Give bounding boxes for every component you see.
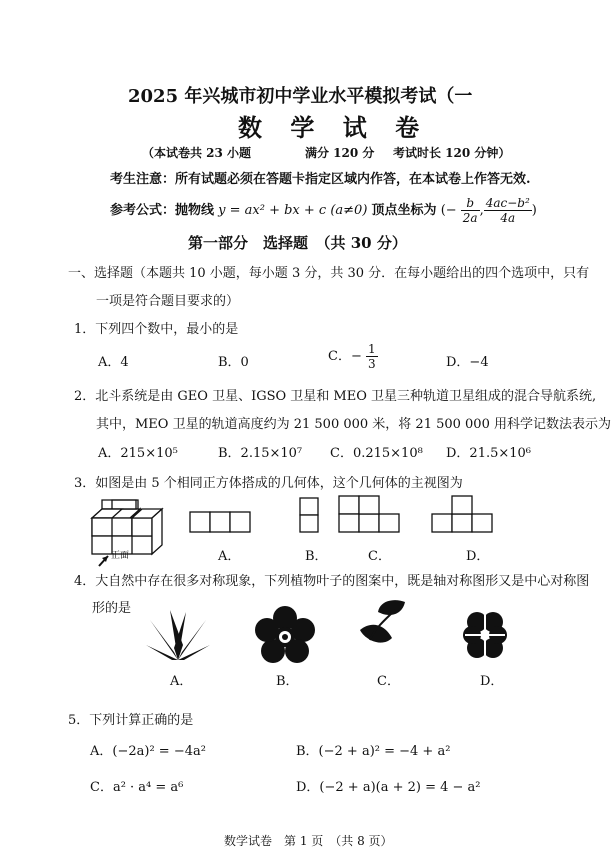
q1-c-denominator: 3 — [367, 357, 376, 371]
q4-option-d: D． — [480, 674, 504, 689]
exam-title: 2025 年兴城市初中学业水平模拟考试（一 — [128, 86, 473, 107]
frac-2-denominator: 4a — [500, 211, 516, 225]
q2-option-d: D．21.5×10⁶ — [446, 446, 532, 461]
q5-stem: 5．下列计算正确的是 — [68, 713, 194, 728]
q4-option-c: C． — [377, 674, 400, 689]
q1-stem: 1．下列四个数中，最小的是 — [74, 322, 239, 337]
q3-option-c: C． — [368, 549, 391, 564]
q3-option-a: A． — [218, 549, 241, 564]
q1-option-c-prefix: C．− — [328, 349, 362, 364]
q1-option-a: A．4 — [98, 355, 129, 370]
q2-stem-line1: 2．北斗系统是由 GEO 卫星、IGSO 卫星和 MEO 卫星三种轨道卫星组成的混合导航系统, — [74, 389, 597, 404]
formula-close: ) — [531, 203, 537, 218]
formula-equation: y = ax² + bx + c (a≠0) — [218, 203, 368, 218]
q1-option-d: D．−4 — [446, 355, 489, 370]
q2-option-a: A．215×10⁵ — [98, 446, 178, 461]
formula-label: 参考公式：抛物线 — [110, 203, 215, 218]
q4-option-a-leaf-image — [146, 610, 210, 660]
q4-stem-line1: 4．大自然中存在很多对称现象，下列植物叶子的图案中，既是轴对称图形又是中心对称图 — [74, 574, 590, 589]
q5-option-c: C．a² · a⁴ = a⁶ — [90, 780, 184, 795]
page-footer: 数学试卷 第 1 页 （共 8 页） — [224, 834, 393, 848]
q3-option-b: B． — [305, 549, 328, 564]
q2-stem-line2: 其中，MEO 卫星的轨道高度约为 21 500 000 米，将 21 500 000 用科学记数法表示为 — [96, 417, 611, 432]
q2-option-b: B．2.15×10⁷ — [218, 446, 303, 461]
part1-instructions-line1: 一、选择题（本题共 10 小题，每小题 3 分，共 30 分．在每小题给出的四个选项中，只有 — [68, 266, 590, 281]
q4-option-b: B． — [276, 674, 299, 689]
formula-vertex-label: 顶点坐标为 — [371, 203, 437, 218]
q5-option-b: B．(−2 + a)² = −4 + a² — [296, 744, 451, 759]
q5-option-d: D．(−2 + a)(a + 2) = 4 − a² — [296, 780, 481, 795]
q4-option-d-clover-image — [463, 612, 507, 658]
exam-subtitle: 数 学 试 卷 — [238, 113, 430, 142]
frac-1-numerator: b — [461, 196, 480, 211]
q4-stem-line2: 形的是 — [92, 601, 132, 616]
formula-comma: , — [479, 203, 484, 218]
part1-instructions-line2: 一项是符合题目要求的） — [96, 294, 240, 309]
part1-heading: 第一部分 选择题 （共 30 分） — [188, 234, 407, 252]
q3-front-label: 正面 — [111, 551, 130, 561]
q2-option-c: C．0.215×10⁸ — [330, 446, 423, 461]
exam-notice: 考生注意：所有试题必须在答题卡指定区域内作答，在本试卷上作答无效. — [110, 172, 531, 187]
formula-open: (− — [440, 203, 457, 218]
frac-2-numerator: 4ac−b² — [485, 196, 530, 210]
q5-option-a: A．(−2a)² = −4a² — [90, 744, 206, 759]
exam-info-time: 考试时长 120 分钟） — [393, 146, 511, 160]
q1-option-b: B．0 — [218, 355, 249, 370]
exam-info-count: （本试卷共 23 小题 — [142, 146, 252, 160]
q3-option-d: D． — [466, 549, 490, 564]
q4-option-a: A． — [170, 674, 193, 689]
q1-c-numerator: 1 — [367, 342, 376, 356]
q3-stem: 3．如图是由 5 个相同正方体搭成的几何体，这个几何体的主视图为 — [74, 476, 463, 491]
exam-info-score: 满分 120 分 — [305, 146, 375, 160]
frac-1-denominator: 2a — [462, 211, 478, 225]
q4-option-c-leaves-image — [360, 600, 405, 642]
q4-option-b-flower-image — [255, 606, 315, 663]
